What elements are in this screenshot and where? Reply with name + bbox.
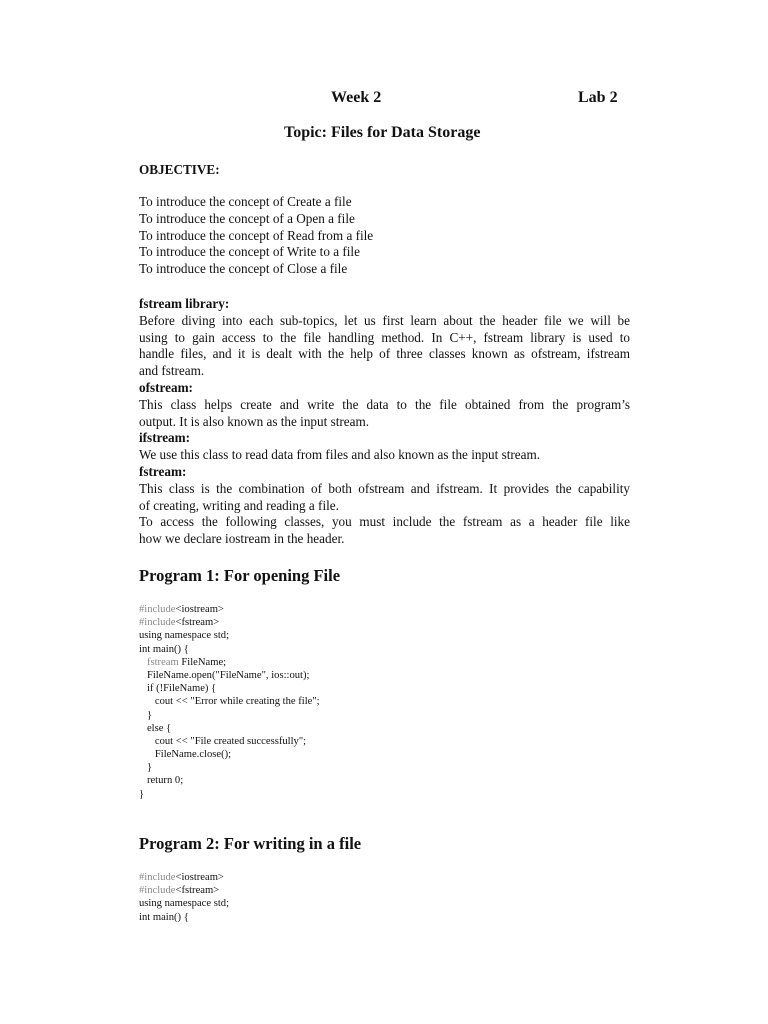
code-line xyxy=(139,603,320,616)
code-text: FileName; xyxy=(178,656,227,668)
objective-list xyxy=(139,194,630,278)
fstream-line: of creating, writing and reading a file. xyxy=(139,497,339,513)
intro-line: Before diving into each sub-topics, let us first learn about the header file we will be xyxy=(139,312,630,328)
code-line xyxy=(139,656,320,669)
code-keyword: #include xyxy=(139,885,176,897)
access-line: To access the following classes, you must include the fstream as a header file like xyxy=(139,514,630,530)
ofstream-line: output. It is also known as the input stream. xyxy=(139,413,370,429)
code-line xyxy=(139,682,320,695)
code-line xyxy=(139,774,320,787)
access-line: how we declare iostream in the header. xyxy=(139,531,345,547)
ofstream-heading: ofstream: xyxy=(139,379,193,395)
code-line xyxy=(139,709,320,722)
intro-line: handle files, and it is dealt with the help of three classes known as ofstream, ifstream xyxy=(139,346,630,362)
code-text: cout << "File created successfully"; xyxy=(154,735,307,747)
code-text: int main() { xyxy=(139,643,189,655)
code-text: int main() { xyxy=(139,911,189,923)
code-text: <iostream> xyxy=(175,872,224,883)
code-line xyxy=(139,788,320,801)
objective-heading: OBJECTIVE: xyxy=(139,162,220,177)
objective-item: To introduce the concept of Write to a file xyxy=(139,244,360,260)
code-line xyxy=(139,897,229,910)
program2-code xyxy=(139,871,229,924)
ifstream-heading: ifstream: xyxy=(139,430,191,446)
code-line xyxy=(139,748,320,761)
objective-item: To introduce the concept of Close a file xyxy=(139,261,348,277)
code-line xyxy=(139,884,229,897)
intro-line: and fstream. xyxy=(139,363,205,379)
code-line xyxy=(139,669,320,682)
code-text: } xyxy=(146,709,153,721)
code-line xyxy=(139,695,320,708)
intro-line: using to gain access to the file handling method. In C++, fstream library is used to xyxy=(139,329,630,345)
code-text: using namespace std; xyxy=(139,630,230,642)
fstream-library-heading: fstream library: xyxy=(139,296,230,311)
ofstream-line: This class helps create and write the data to the file obtained from the program’s xyxy=(139,396,630,412)
code-text: FileName.close(); xyxy=(154,749,232,761)
code-keyword: fstream xyxy=(146,656,179,668)
code-keyword: #include xyxy=(139,604,176,615)
program1-code xyxy=(139,603,320,801)
ifstream-line: We use this class to read data from files and also known as the input stream. xyxy=(139,447,541,463)
program2-title: Program 2: For writing in a file xyxy=(139,834,362,853)
objective-item: To introduce the concept of a Open a file xyxy=(139,210,355,226)
code-keyword: #include xyxy=(139,872,176,883)
code-line xyxy=(139,629,320,642)
fstream-line: This class is the combination of both ofstream and ifstream. It provides the capability xyxy=(139,480,630,496)
code-text: <fstream> xyxy=(175,617,220,629)
code-line xyxy=(139,722,320,735)
fstream-heading: fstream: xyxy=(139,463,187,479)
lab-label: Lab 2 xyxy=(578,89,618,106)
code-keyword: #include xyxy=(139,617,176,629)
code-text: if (!FileName) { xyxy=(146,683,217,695)
objective-item: To introduce the concept of Create a file xyxy=(139,194,352,209)
code-text: <iostream> xyxy=(175,604,224,615)
code-text: } xyxy=(146,762,153,774)
code-text: <fstream> xyxy=(175,885,220,897)
code-text: cout << "Error while creating the file"; xyxy=(154,696,320,708)
topic-title: Topic: Files for Data Storage xyxy=(284,124,481,141)
code-line xyxy=(139,643,320,656)
program1-title: Program 1: For opening File xyxy=(139,566,341,585)
code-line xyxy=(139,871,229,884)
code-line xyxy=(139,761,320,774)
objective-item: To introduce the concept of Read from a file xyxy=(139,227,374,243)
code-line xyxy=(139,735,320,748)
code-text: using namespace std; xyxy=(139,898,230,910)
code-text: else { xyxy=(146,722,172,734)
code-text: } xyxy=(139,788,145,800)
code-text: FileName.open("FileName", ios::out); xyxy=(146,669,310,681)
code-text: return 0; xyxy=(146,775,184,787)
fstream-section xyxy=(139,296,630,548)
code-line xyxy=(139,616,320,629)
code-line xyxy=(139,911,229,924)
week-label: Week 2 xyxy=(331,89,382,106)
